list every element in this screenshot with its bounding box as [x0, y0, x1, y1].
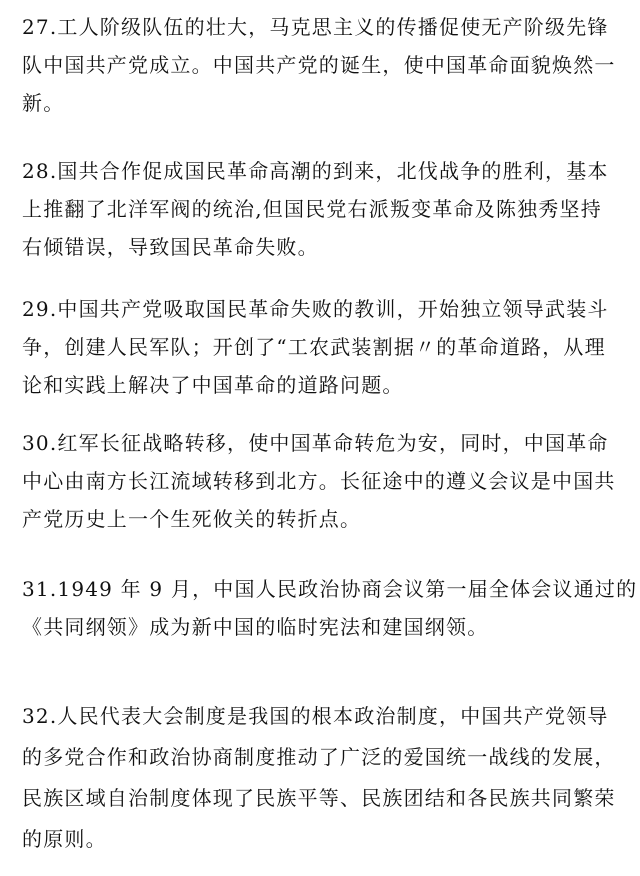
- paragraph-line: 民族区域自治制度体现了民族平等、民族团结和各民族共同繁荣: [22, 786, 616, 810]
- paragraph-line: 队中国共产党成立。中国共产党的诞生，使中国革命面貌焕然一: [22, 53, 616, 77]
- paragraph-line: 31.1949 年 9 月，中国人民政治协商会议第一届全体会议通过的: [22, 577, 638, 601]
- paragraph-28: [22, 152, 622, 266]
- paragraph-line: 27.工人阶级队伍的壮大，马克思主义的传播促使无产阶级先锋: [22, 15, 609, 39]
- paragraph-line: 论和实践上解决了中国革命的道路问题。: [22, 373, 404, 397]
- paragraph-30: [22, 424, 622, 538]
- paragraph-line: 上推翻了北洋军阀的统治,但国民党右派叛变革命及陈独秀坚持: [22, 197, 602, 221]
- paragraph-line: 新。: [22, 91, 65, 115]
- paragraph-29: [22, 290, 622, 404]
- paragraph-line: 争，创建人民军队；开创了“工农武装割据〃的革命道路，从理: [22, 335, 606, 359]
- paragraph-line: 的多党合作和政治协商制度推动了广泛的爱国统一战线的发展，: [22, 745, 616, 769]
- paragraph-line: 《共同纲领》成为新中国的临时宪法和建国纲领。: [22, 615, 489, 639]
- paragraph-line: 30.红军长征战略转移，使中国革命转危为安，同时，中国革命: [22, 431, 609, 455]
- paragraph-line: 的原则。: [22, 827, 107, 851]
- paragraph-32: [22, 696, 622, 860]
- paragraph-31: [22, 570, 638, 646]
- paragraph-line: 右倾错误，导致国民革命失败。: [22, 235, 319, 259]
- paragraph-line: 产党历史上一个生死攸关的转折点。: [22, 507, 362, 531]
- paragraph-line: 32.人民代表大会制度是我国的根本政治制度，中国共产党领导: [22, 704, 609, 728]
- paragraph-line: 中心由南方长江流域转移到北方。长征途中的遵义会议是中国共: [22, 469, 616, 493]
- paragraph-27: [22, 8, 622, 122]
- paragraph-line: 29.中国共产党吸取国民革命失败的教训，开始独立领导武装斗: [22, 297, 609, 321]
- paragraph-line: 28.国共合作促成国民革命高潮的到来，北伐战争的胜利，基本: [22, 159, 609, 183]
